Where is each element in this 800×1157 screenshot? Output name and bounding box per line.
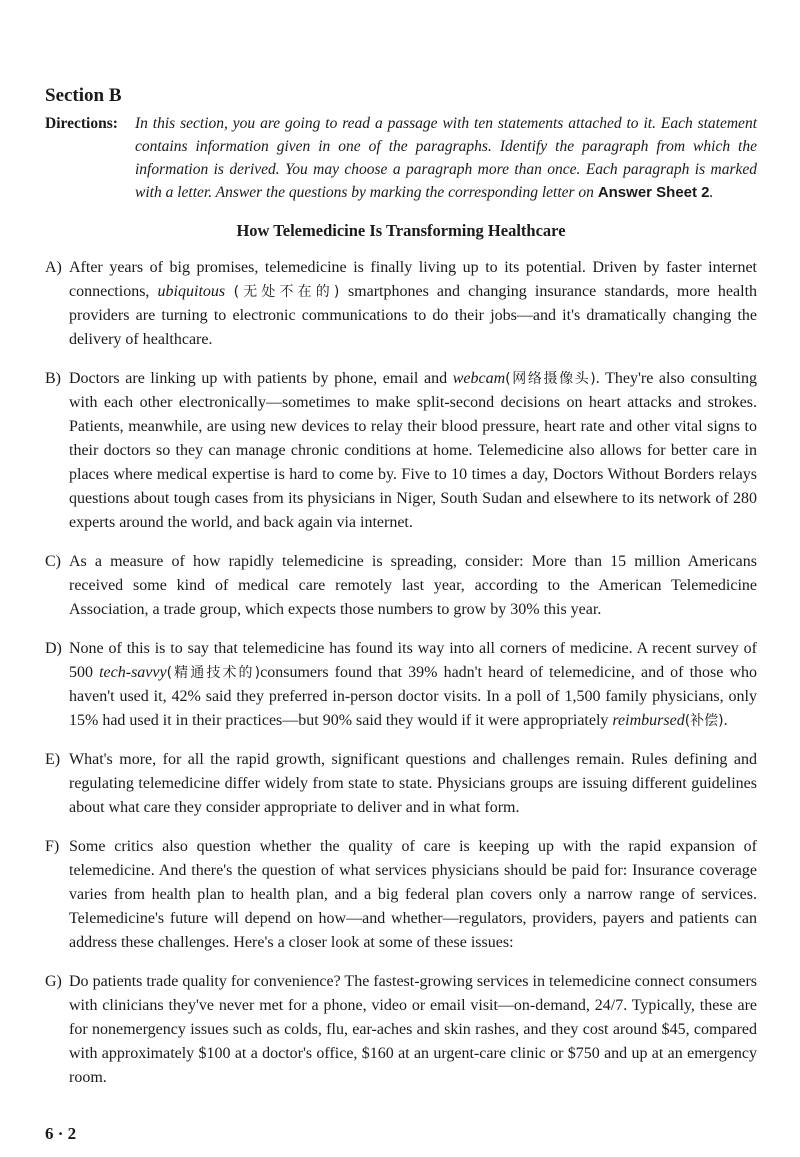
paragraph-letter: A): [45, 259, 62, 276]
paragraph-d: D) None of this is to say that telemedicine has found its way into all corners of medicine. A recent survey of 500 tech-savvy(精通技术的)consumers found that 39% hadn't heard of telemedicine, and of those who haven't used it, 42% said they preferred in-person doctor visits. In a poll of 1,500 family physicians, only 15% had used it in their practices—but 90% said they would if it were appropriately reimbursed(补偿).: [45, 637, 757, 733]
vocab-term: reimbursed: [612, 712, 685, 729]
section-title: Section B: [45, 85, 122, 106]
page-number: 6 · 2: [45, 1124, 77, 1143]
paragraph-letter: G): [45, 973, 62, 990]
paragraph-letter: E): [45, 751, 61, 768]
paragraph-letter: F): [45, 838, 60, 855]
paragraph-letter: D): [45, 640, 62, 657]
chinese-gloss: (精通技术的): [166, 665, 261, 681]
paragraph-e: E) What's more, for all the rapid growth, significant questions and challenges remain. Rules defining and regulating telemedicine differ widely from state to state. Physicians groups are issuing different guidelines about what care they consider appropriate to deliver and in what form.: [45, 748, 757, 820]
answer-sheet-label: Answer Sheet 2: [597, 184, 710, 201]
chinese-gloss: (网络摄像头): [505, 371, 596, 387]
vocab-term: ubiquitous: [157, 283, 226, 300]
directions: [45, 112, 757, 204]
paragraph-g: G) Do patients trade quality for convenience? The fastest-growing services in telemedicine connect consumers with clinicians they've never met for a phone, video or email visit—on-demand, 24/7. Typically, these are for nonemergency issues such as colds, flu, ear-aches and skin rashes, and they cost around $45, compared with approximately $100 at a doctor's office, $160 at an urgent-care clinic or $750 and up at an emergency room.: [45, 970, 757, 1090]
vocab-term: webcam: [452, 370, 506, 387]
paragraph-b: B) Doctors are linking up with patients by phone, email and webcam(网络摄像头). They're also consulting with each other electronically—sometimes to make split-second decisions on heart attacks and strokes. Patients, meanwhile, are using new devices to relay their blood pressure, heart rate and other vital signs to their doctors so they can manage chronic conditions at home. Telemedicine also allows for better care in places where medical expertise is hard to come by. Five to 10 times a day, Doctors Without Borders relays questions about tough cases from its physicians in Niger, South Sudan and elsewhere to its network of 280 experts around the world, and back again via internet.: [45, 367, 757, 535]
directions-label: Directions:: [45, 115, 118, 132]
paragraph-c: C) As a measure of how rapidly telemedicine is spreading, consider: More than 15 million Americans received some kind of medical care remotely last year, according to the American Telemedicine Association, a trade group, which expects those numbers to grow by 30% this year.: [45, 550, 757, 622]
chinese-gloss: (无处不在的): [225, 284, 348, 300]
paragraph-letter: B): [45, 370, 61, 387]
article-title: How Telemedicine Is Transforming Healthcare: [236, 221, 566, 240]
vocab-term: tech-savvy: [99, 664, 167, 681]
chinese-gloss: (补偿): [684, 713, 724, 729]
directions-text: In this section, you are going to read a passage with ten statements attached to it. Each statement contains information given in one of the paragraphs. Identify the paragraph from which the information is derived. You may choose a paragraph more than once. Each paragraph is marked with a letter. Answer the questions by marking the corresponding letter on Answer Sheet 2.: [135, 115, 757, 201]
paragraph-letter: C): [45, 553, 61, 570]
document-page: [45, 84, 757, 1105]
paragraph-f: F) Some critics also question whether the quality of care is keeping up with the rapid expansion of telemedicine. And there's the question of what services physicians should be paid for: Insurance coverage varies from health plan to health plan, and a big federal plan covers only a narrow range of services. Telemedicine's future will depend on how—and whether—regulators, providers, payers and patients can address these challenges. Here's a closer look at some of these issues:: [45, 835, 757, 955]
paragraph-a: A) After years of big promises, telemedicine is finally living up to its potential. Driven by faster internet connections, ubiquitous (无处不在的) smartphones and changing insurance standards, more health providers are turning to electronic communications to do their jobs—and it's dramatically changing the delivery of healthcare.: [45, 256, 757, 352]
